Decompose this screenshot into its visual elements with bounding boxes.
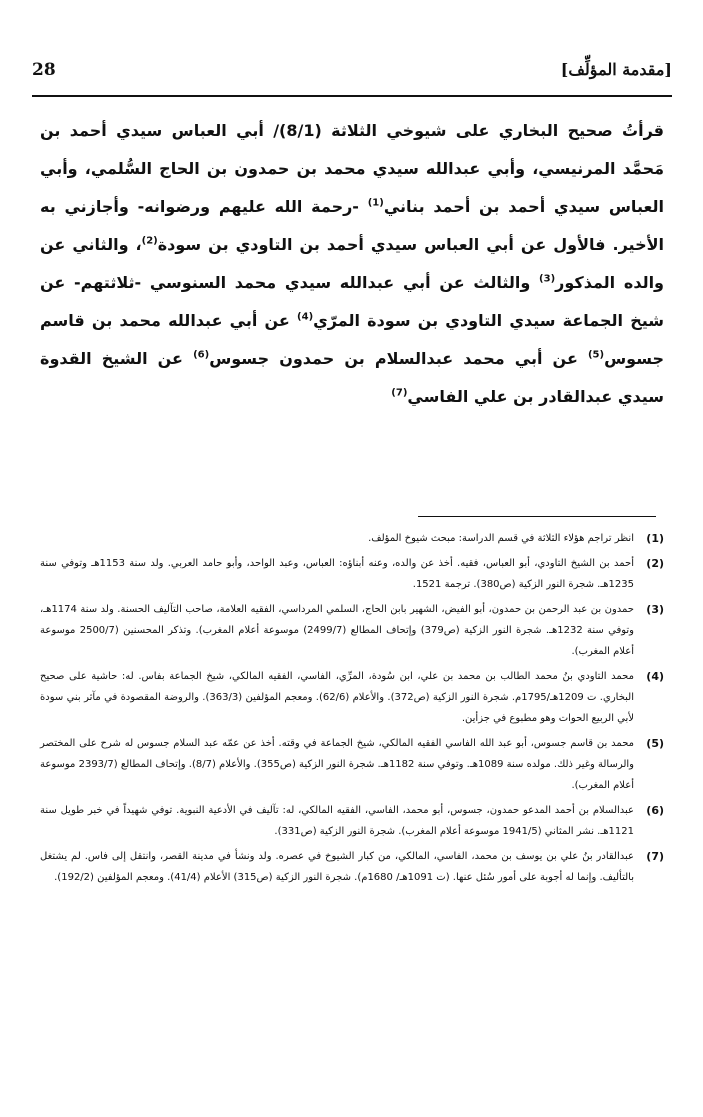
footnote-text: انظر تراجم هؤلاء الثلاثة في قسم الدراسة: مبحث شيوخ المؤلف. bbox=[368, 533, 634, 544]
page-header bbox=[32, 60, 672, 92]
header-rule bbox=[32, 95, 672, 97]
footnote-text: عبدالقادر بنُ علي بن يوسف بن محمد، الفاسي، المالكي، من كبار الشيوخ في عصره. ولد ونشأ في مدينة القصر، وانتقل إلى فاس. لم يشتغل بالتأليف. وإنما له أجوبة على أمور سُئل عنها. (ت 1091هـ/ 1680م). شجرة النور الزكية (ص315) الأعلام (41/4). ومعجم المؤلفين (192/2). bbox=[40, 851, 634, 883]
footnote-number: (4) bbox=[646, 670, 664, 683]
footnote-number: (3) bbox=[646, 603, 664, 616]
footnote-ref[interactable]: (1) bbox=[367, 197, 384, 209]
footnote-text: عبدالسلام بن أحمد المدعو حمدون، جسوس، أبو محمد، الفاسي، الفقيه المالكي، له: تآليف في الأدعية النبوية. توفي شهيداً في خبر طويل سنة 1121هـ. نشر المثاني (1941/5 موسوعة أعلام المغرب). شجرة النور الزكية (ص331). bbox=[40, 805, 634, 837]
footnote-number: (6) bbox=[646, 804, 664, 817]
footnote-item bbox=[40, 800, 664, 842]
footnote-ref[interactable]: (6) bbox=[193, 349, 210, 361]
footnote-ref[interactable]: (5) bbox=[587, 349, 605, 361]
footnote-ref[interactable]: (3) bbox=[539, 273, 556, 285]
footnote-separator bbox=[418, 516, 656, 517]
footnote-ref[interactable]: (2) bbox=[141, 235, 158, 247]
footnote-item bbox=[40, 846, 664, 888]
main-text-segment: عن أبي محمد عبدالسلام بن حمدون جسوس bbox=[209, 349, 588, 368]
footnote-text: حمدون بن عبد الرحمن بن حمدون، أبو الفيض، الشهير بابن الحاج، السلمي المرداسي، الفقيه العلامة، صاحب التآليف الحسنة. ولد سنة 1174هـ، وتوفي سنة 1232هـ. شجرة النور الزكية (ص379) وإتحاف المطالع (2499/7) موسوعة أعلام المغرب). وتذكر المحسنين (2500/7 موسوعة أعلام المغرب). bbox=[40, 604, 635, 657]
footnote-number: (7) bbox=[646, 850, 664, 863]
main-text-segment: والثالث عن أبي عبدالله سيدي محمد السنوسي -ثلاثتهم- عن شيخ الجماعة سيدي التاودي بن سودة المرّي bbox=[40, 273, 665, 330]
footnote-text: محمد بن قاسم جسوس، أبو عبد الله الفاسي الفقيه المالكي، شيخ الجماعة في وقته. أخذ عن عمّه عبد السلام جسوس له شرح على المختصر والرسالة وغير ذلك. مولده سنة 1089هـ. وتوفي سنة 1182هـ. شجرة النور الزكية (ص355). والأعلام (8/7). وإتحاف المطالع (2393/7 موسوعة أعلام المغرب). bbox=[40, 738, 634, 791]
footnote-item bbox=[40, 733, 664, 796]
footnotes bbox=[40, 528, 664, 892]
footnote-number: (5) bbox=[646, 737, 664, 750]
footnote-ref[interactable]: (7) bbox=[391, 387, 408, 399]
footnote-text: أحمد بن الشيخ التاودي، أبو العباس، فقيه. أخذ عن والده، وعنه أبناؤه: العباس، وعبد الواحد، وأبو حامد العربي. ولد سنة 1153هـ وتوفي سنة 1235هـ. شجرة النور الزكية (ص380). ترجمة 1521. bbox=[40, 558, 635, 590]
main-text-segment: قرأتُ صحيح البخاري على شيوخي الثلاثة (8/1)/ أبي العباس سيدي أحمد بن مَحمَّد المرنيسي، وأبي عبدالله سيدي محمد بن حمدون بن الحاج السُّلمي، وأبي العباس سيدي أحمد بن أحمد بناني bbox=[40, 121, 665, 216]
main-text-segment: عن أبي عبدالله محمد بن قاسم جسوس bbox=[40, 311, 665, 368]
footnote-item bbox=[40, 599, 664, 662]
main-text-segment: عن الشيخ القدوة سيدي عبدالقادر بن علي الفاسي bbox=[40, 349, 664, 406]
section-title: [مقدمة المؤلِّف] bbox=[560, 60, 672, 79]
main-text-segment: -رحمة الله عليهم ورضوانه- وأجازني به الأخير. فالأول عن أبي العباس سيدي أحمد بن التاودي بن سودة bbox=[40, 197, 664, 254]
footnote-item bbox=[40, 666, 664, 729]
footnote-text: محمد التاودي بنُ محمد الطالب بن محمد بن علي، ابن سُودة، المرِّي، الفاسي، الفقيه المالكي، شيخ الجماعة بفاس. له: حاشية على صحيح البخاري. ت 1209هـ/1795م. شجرة النور الزكية (ص372). والأعلام (62/6). ومعجم المؤلفين (363/3). والروضة المقصودة في مآثر بني سودة لأبي الربيع الحوات وهو مطبوع في جزأين. bbox=[40, 671, 634, 724]
footnote-item bbox=[40, 528, 664, 549]
page-number: 28 bbox=[32, 60, 56, 80]
main-text-segment: ، والثاني عن والده المذكور bbox=[40, 235, 665, 292]
main-text bbox=[40, 112, 664, 416]
footnote-ref[interactable]: (4) bbox=[297, 311, 314, 323]
footnote-number: (2) bbox=[646, 557, 664, 570]
footnote-item bbox=[40, 553, 664, 595]
footnote-number: (1) bbox=[646, 532, 664, 545]
